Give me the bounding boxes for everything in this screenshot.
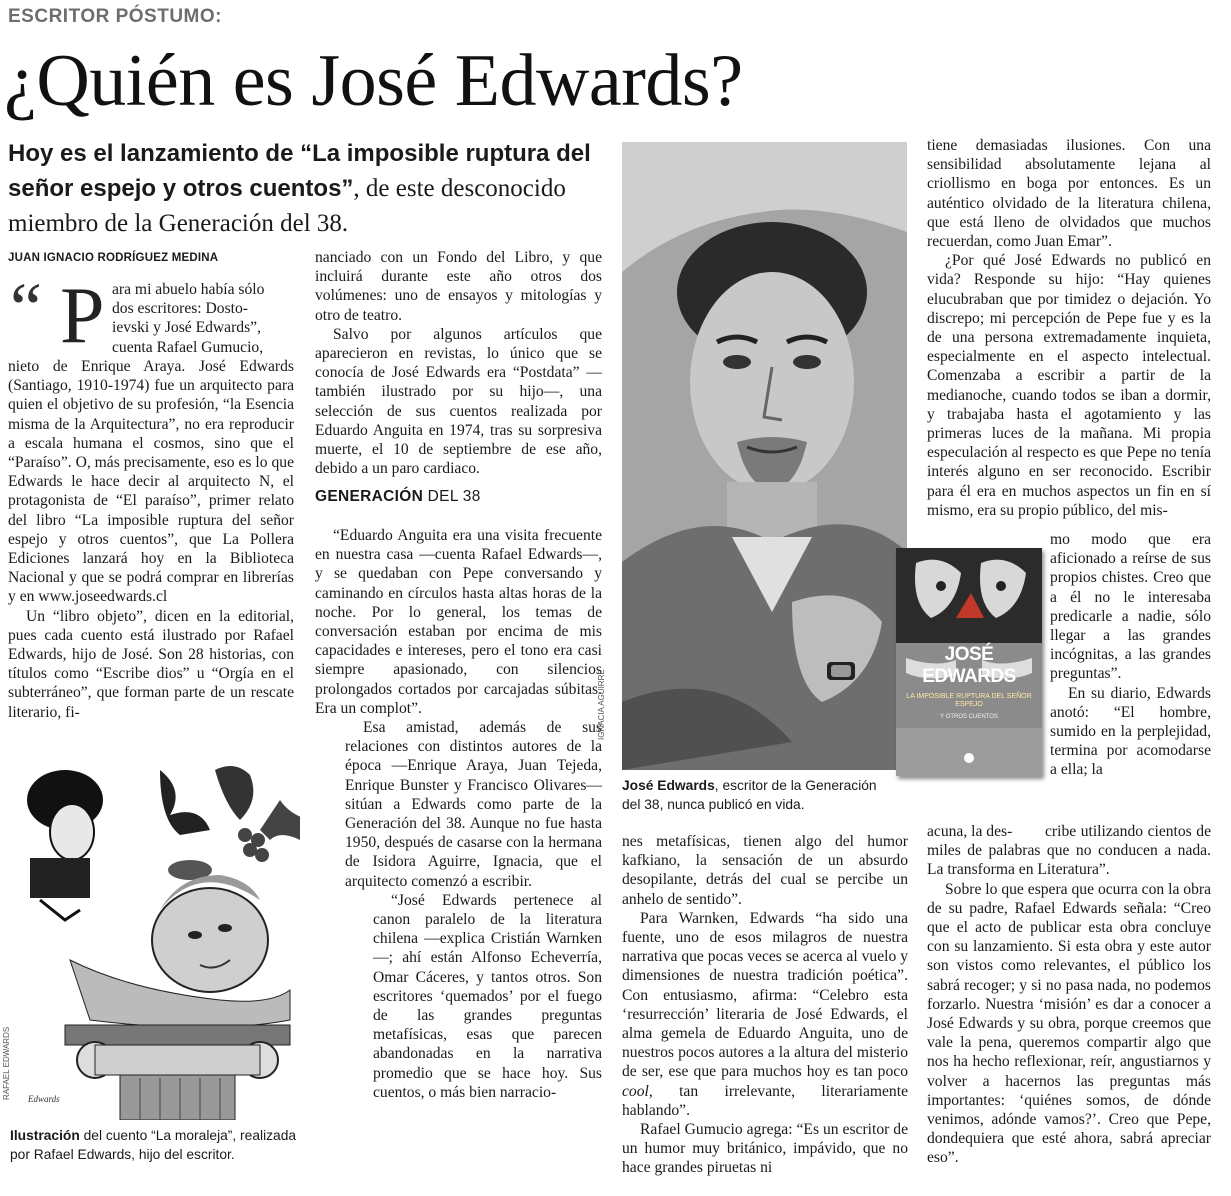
photo-caption-rest: , escritor de la Generación del 38, nunca publicó en vida.	[622, 778, 877, 812]
column-1-lead	[112, 280, 294, 357]
photo-credit: IGNACIA AGUIRRE	[597, 669, 606, 740]
col4-acuna-text: acuna, la des-	[927, 823, 1013, 840]
kicker: ESCRITOR PÓSTUMO:	[8, 6, 222, 27]
author-photo	[622, 142, 907, 770]
col3-cool: cool	[622, 1082, 649, 1100]
deck-bold: Hoy es el lanzamiento de “La imposible ruptura del señor espejo y otros cuentos”	[8, 140, 591, 202]
column-4-wrap	[1050, 530, 1211, 780]
photo-caption-bold: José Edwards	[622, 778, 715, 793]
col2-paragraph-2: Salvo por algunos artículos que aparecieron en revistas, lo único que se conocía de José Edwards era “Postdata” —también ilustrado por su hijo—, una selección de sus cuentos realizada por Eduardo Anguita en 1974, tras su sorpresiva muerte, el 10 de septiembre de ese año, debido a un paro cardiaco.	[315, 325, 602, 478]
col3-paragraph-1: nes metafísicas, tienen algo del humor kafkiano, la sensación de un absurdo desopilante, detrás del cual se percibe un anhelo de sentido”.	[622, 833, 908, 908]
col1-paragraph-2: Un “libro objeto”, dicen en la editorial, pues cada cuento está ilustrado por Rafael Edwards, hijo de José. Son 28 historias, con títulos como “Escribe dios” u “Orgía en el subterráneo”, que forman parte de un rescate literario, fi-	[8, 607, 294, 721]
col4-wrap-text-2: En su diario, Edwards anotó: “El hombre, sumido en la perplejidad, termina por acomodarse a ella; la	[1050, 684, 1211, 779]
col1-paragraph-1: nieto de Enrique Araya. José Edwards (Santiago, 1910-1974) fue un arquitecto para quien el objetivo de su profesión, “la Esencia misma de la Arquitectura”, no era reproducir a escala humana el cosmos, sino que el “Paraíso”. O, más precisamente, eso es lo que Edwards le hace decir al arquitecto N, el protagonista de “El paraíso”, primer relato del libro “La imposible ruptura del señor espejo y otros cuentos”, que La Pollera Ediciones lanzará hoy en la Biblioteca Nacional y que se podrá comprar en librerías y en www.joseedwards.cl	[8, 358, 294, 606]
deck	[8, 136, 598, 241]
subhead	[315, 488, 481, 506]
column-1	[8, 357, 294, 722]
lead-line-3: ievski y José Edwards”,	[112, 319, 261, 337]
col4-paragraph-3: cribe utilizando cientos de miles de palabras que no conducen a nada. La transforma en Literatura”.	[927, 823, 1211, 879]
lead-line-4: cuenta Rafael Gumucio,	[112, 338, 264, 356]
dropcap-letter: P	[60, 272, 105, 360]
col2-paragraph-3: “Eduardo Anguita era una visita frecuente en nuestra casa —cuenta Rafael Edwards—, y se quedaban con Pepe conversando y caminando en círculos hasta altas horas de la noche. Por lo general, los temas de conversación estaban por encima de mis capacidades e intereses, pero el tono era casi siempre apasionado, con silencios prolongados cortados por carcajadas súbitas. Era un complot”.	[315, 527, 602, 717]
col2-paragraph-4: Esa amistad, además de sus relaciones con distintos autores de la época —Enrique Araya, Juan Tejeda, Enrique Bunster y Francisco Olivares— sitúan a Edwards como parte de la Generación del 38. Aunque no fue hasta 1950, después de casarse con la hermana de Isidora Aguirre, Ignacia, que el arquitecto comenzó a escribir.	[345, 719, 602, 890]
col3-paragraph-3: Rafael Gumucio agrega: “Es un escritor de un humor muy británico, impávido, que no hace grandes piruetas ni	[622, 1121, 908, 1177]
byline: JUAN IGNACIO RODRÍGUEZ MEDINA	[8, 252, 219, 264]
col4-paragraph-4: Sobre lo que espera que ocurra con la obra de su padre, Rafael Edwards señala: “Creo que el acto de publicar esta obra concluye con su lanzamiento. Si esta obra y este autor son vistos como relevantes, el público los sabrá recoger; y si no pasa nada, no podemos forzarlo. Nuestra ‘misión’ es dar a conocer a José Edwards y su obra, porque creemos que vale la pena, queremos compartir algo que nos ha hecho reflexionar, reír, angustiarnos y volver a hacernos las preguntas más importantes: ‘quiénes somos, de dónde venimos, adónde vamos?’. Creo que Pepe, dondequiera que esté ahora, sabrá apreciar eso”.	[927, 880, 1211, 1167]
col3-paragraph-2b: , tan irrelevante, literariamente hablando”.	[622, 1082, 908, 1119]
headline: ¿Quién es José Edwards?	[4, 40, 743, 122]
column-3	[622, 832, 908, 1178]
illustration-caption-bold: Ilustración	[10, 1128, 80, 1143]
book-title: JOSÉ EDWARDS	[922, 644, 1016, 687]
book-subtitle: LA IMPOSIBLE RUPTURA DEL SEÑOR ESPEJO	[906, 693, 1032, 708]
col3-paragraph-2a: Para Warnken, Edwards “ha sido una fuente, uno de esos milagros de nuestra narrativa que pocas veces se acerca al vuelo y dimensiones de nuestra tradición poética”. Con entusiasmo, afirma: “Celebro esta ‘resurrección’ literaria de José Edwards, el alma gemela de Eduardo Anguita, uno de nuestros pocos autores a la altura del misterio de ser, ese que para muchos hoy es tan poco	[622, 909, 908, 1081]
illustration-drawing	[10, 760, 300, 1120]
column-4-bottom	[927, 822, 1211, 1168]
author-portrait	[622, 142, 907, 770]
col4-paragraph-2: ¿Por qué José Edwards no publicó en vida? Responde su hijo: “Hay quienes elucubraban que por timidez o dejación. Yo discrepo; mi percepción de Pepe fue y es la de una persona extremadamente inquieta, especialmente en el aspecto intelectual. Comenzaba a escribir a partir de la medianoche, cuando todos se iban a dormir, y trabajaba hasta el agotamiento y las primeras luces de la mañana. Mi propia especulación al respecto es que Pepe no tenía interés alguno en ser reconocido. Escribir para él era en muchos aspectos un fin en sí mismo, era su propio público, del mis-	[927, 252, 1211, 519]
col4-wrap-text: mo modo que era aficionado a reírse de sus propios chistes. Creo que a él no le interesaba predicarle a nadie, sólo llegar a las grandes incógnitas, a las grandes preguntas”.	[1050, 531, 1211, 683]
column-2-top	[315, 248, 602, 478]
illustration-caption-rest: del cuento “La moraleja”, realizada por Rafael Edwards, hijo del escritor.	[10, 1128, 297, 1162]
book-cover	[896, 548, 1042, 776]
illustration-caption	[10, 1126, 300, 1164]
illustration-credit: RAFAEL EDWARDS	[2, 1026, 11, 1100]
book-subtitle-2: Y OTROS CUENTOS	[940, 714, 998, 720]
deck-rest: , de este desconocido miembro de la Generación del 38.	[8, 175, 566, 237]
col3-paragraph-2	[622, 909, 908, 1120]
photo-caption	[622, 776, 882, 814]
illustration	[10, 760, 300, 1120]
column-2-bottom	[315, 526, 602, 1102]
illustration-signature: Edwards	[28, 1094, 60, 1104]
col2-paragraph-1: nanciado con un Fondo del Libro, y que incluirá durante este año otros dos volúmenes: uno de ensayos y mitologías y otro de teatro.	[315, 249, 602, 324]
subhead-rest: DEL 38	[423, 488, 481, 505]
lead-line-2: dos escritores: Dosto-	[112, 300, 248, 318]
col2-paragraph-5: “José Edwards pertenece al canon paralelo de la literatura chilena —explica Cristián Warnken—; ahí están Alfonso Echeverría, Omar Cáceres, y tantos otros. Son escritores ‘quemados’ por el fuego de las grandes preguntas metafísicas, esas que parecen abandonadas en la narrativa promedio que se hace hoy. Sus cuentos, o más bien narracio-	[373, 891, 602, 1101]
subhead-bold: GENERACIÓN	[315, 488, 424, 505]
dropcap-quote: “	[10, 268, 42, 348]
col4-paragraph-1: tiene demasiadas ilusiones. Con una sensibilidad absolutamente lejana al criollismo en boga por entonces. Es un auténtico olvidado de la literatura chilena, que está lleno de olvidados que muchos recuerdan, como Juan Emar”.	[927, 137, 1211, 251]
column-4-top	[927, 136, 1211, 520]
lead-line-1: ara mi abuelo había sólo	[112, 281, 265, 298]
